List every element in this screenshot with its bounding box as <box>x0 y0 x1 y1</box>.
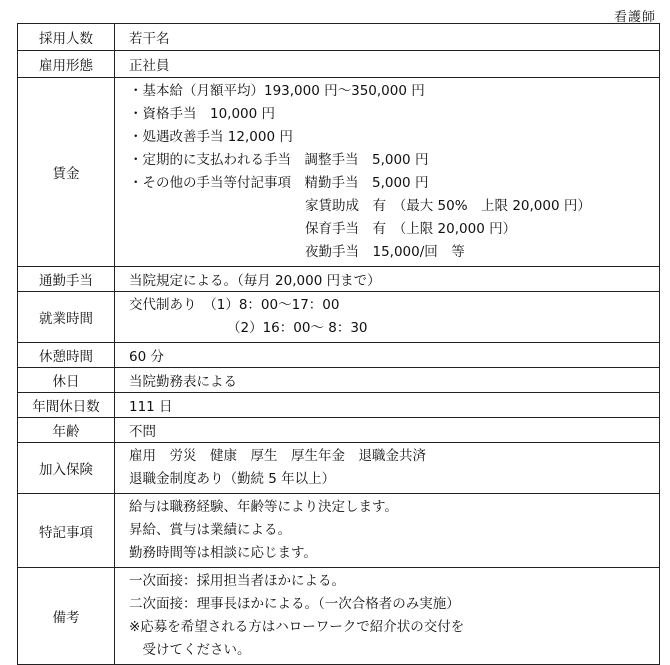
shugyo-line: （2）16：00～ 8：30 <box>227 320 368 336</box>
label-kyukei: 休憩時間 <box>18 343 115 368</box>
row-saiyo <box>18 24 660 51</box>
value-kyukei: 60 分 <box>115 343 660 368</box>
label-shugyo: 就業時間 <box>18 292 115 343</box>
shugyo-line: 交代制あり （1）8：00～17：00 <box>129 297 340 313</box>
value-kyujitsu: 当院勤務表による <box>115 368 660 393</box>
document-title: 看護師 <box>613 10 656 25</box>
biko-line: 一次面接：採用担当者ほかによる。 <box>129 573 345 589</box>
value-shugyo <box>115 292 660 343</box>
row-keitai <box>18 51 660 78</box>
row-kyukei <box>18 343 660 368</box>
label-saiyo: 採用人数 <box>18 24 115 51</box>
value-saiyo: 若干名 <box>115 24 660 51</box>
hoken-line: 雇用 労災 健康 厚生 厚生年金 退職金共済 <box>129 448 426 464</box>
chingin-sub-line: 家賃助成 有 （最大 50% 上限 20,000 円） <box>305 198 591 214</box>
biko-line: 受けてください。 <box>129 642 251 658</box>
chingin-line: ・基本給（月額平均）193,000 円～350,000 円 <box>129 83 425 99</box>
chingin-line: ・その他の手当等付記事項 精勤手当 5,000 円 <box>129 175 429 191</box>
label-nenkan: 年間休日数 <box>18 393 115 418</box>
value-nenkan: 111 日 <box>115 393 660 418</box>
row-tsukin <box>18 267 660 292</box>
value-hoken <box>115 443 660 494</box>
tokki-line: 勤務時間等は相談に応じます。 <box>129 545 317 561</box>
tokki-line: 昇給、賞与は業績による。 <box>129 522 291 538</box>
label-nenrei: 年齢 <box>18 418 115 443</box>
label-chingin: 賃金 <box>18 78 115 267</box>
row-shugyo <box>18 292 660 343</box>
label-biko: 備考 <box>18 568 115 665</box>
chingin-line: ・処遇改善手当 12,000 円 <box>129 129 293 145</box>
tokki-line: 給与は職務経験、年齢等により決定します。 <box>129 499 398 515</box>
row-kyujitsu <box>18 368 660 393</box>
row-nenrei <box>18 418 660 443</box>
row-nenkan <box>18 393 660 418</box>
chingin-sub-line: 保育手当 有 （上限 20,000 円） <box>305 221 517 237</box>
biko-line: ※応募を希望される方はハローワークで紹介状の交付を <box>129 619 465 635</box>
chingin-sub-line: 夜勤手当 15,000/回 等 <box>305 244 465 260</box>
value-keitai: 正社員 <box>115 51 660 78</box>
chingin-line: ・定期的に支払われる手当 調整手当 5,000 円 <box>129 152 429 168</box>
value-chingin <box>115 78 660 267</box>
label-hoken: 加入保険 <box>18 443 115 494</box>
row-chingin <box>18 78 660 267</box>
label-tsukin: 通勤手当 <box>18 267 115 292</box>
value-tsukin: 当院規定による。（毎月 20,000 円まで） <box>115 267 660 292</box>
value-tokki <box>115 494 660 568</box>
label-kyujitsu: 休日 <box>18 368 115 393</box>
label-tokki: 特記事項 <box>18 494 115 568</box>
label-keitai: 雇用形態 <box>18 51 115 78</box>
biko-line: 二次面接：理事長ほかによる。（一次合格者のみ実施） <box>129 596 460 612</box>
value-biko <box>115 568 660 665</box>
row-biko <box>18 568 660 665</box>
row-tokki <box>18 494 660 568</box>
job-info-table <box>17 23 660 665</box>
hoken-line: 退職金制度あり（勤続 5 年以上） <box>129 471 336 487</box>
value-nenrei: 不問 <box>115 418 660 443</box>
row-hoken <box>18 443 660 494</box>
chingin-line: ・資格手当 10,000 円 <box>129 106 276 122</box>
